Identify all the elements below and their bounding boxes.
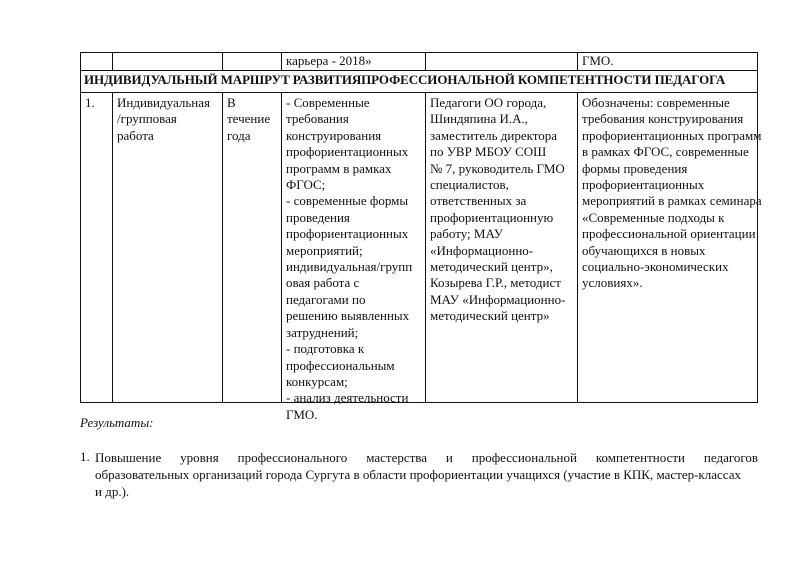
- text-line: года: [227, 127, 251, 143]
- text-line: и др.).: [95, 484, 130, 499]
- table-border: [80, 52, 81, 403]
- text-line: требования: [286, 111, 349, 127]
- table-border: [112, 52, 113, 70]
- cell-term: [227, 95, 270, 144]
- text-line: обучающихся в новых: [582, 242, 706, 258]
- text-line: /групповая: [117, 111, 177, 127]
- text-line: методический центр»: [430, 308, 550, 324]
- table-border: [577, 92, 578, 402]
- text-line: в рамках ФГОС, современные: [582, 144, 749, 160]
- text-line: № 7, руководитель ГМО: [430, 160, 565, 176]
- text-line: - Современные: [286, 95, 370, 110]
- table-border: [222, 52, 223, 70]
- text-line: педагогами по: [286, 291, 366, 307]
- table-border: [112, 92, 113, 402]
- prev-row-result: ГМО.: [582, 53, 614, 68]
- text-line: МАУ «Информационно-: [430, 291, 566, 307]
- text-line: по УВР МБОУ СОШ: [430, 144, 547, 160]
- text-line: конкурсам;: [286, 373, 348, 389]
- cell-result: [582, 95, 762, 292]
- table-border: [425, 92, 426, 402]
- text-line: течение: [227, 111, 271, 127]
- text-line: Индивидуальная: [117, 95, 210, 110]
- text-line: работа: [117, 127, 154, 143]
- text-line: ФГОС;: [286, 177, 326, 193]
- text-line: социально-экономических: [582, 259, 729, 275]
- text-line: Педагоги ОО города,: [430, 95, 547, 110]
- text-line: конструирования: [286, 127, 382, 143]
- text-line: профориентационную: [430, 209, 554, 225]
- text-line: профессиональным: [286, 357, 395, 373]
- text-line: требования конструирования: [582, 111, 744, 127]
- text-line: решению выявленных: [286, 308, 410, 324]
- cell-form: [117, 95, 210, 144]
- table-border: [80, 52, 758, 53]
- results-item-text: [95, 449, 758, 500]
- text-line: образовательных организаций города Сургута в области профориентации учащихся (участие в КПК, мастер-классах: [95, 467, 741, 482]
- text-line: Козырева Г.Р., методист: [430, 275, 561, 291]
- cell-content: [286, 95, 412, 423]
- table-border: [281, 92, 282, 402]
- text-line: Шиндяпина И.А.,: [430, 111, 529, 127]
- text-line: - анализ деятельности: [286, 390, 409, 406]
- prev-row-content: карьера - 2018»: [286, 53, 372, 68]
- text-line: условиях».: [582, 275, 643, 291]
- table-border: [425, 52, 426, 70]
- text-line: мероприятий;: [286, 242, 363, 258]
- activity-table: [80, 52, 762, 422]
- table-border: [281, 52, 282, 70]
- text-line: формы проведения: [582, 160, 688, 176]
- text-line: мероприятий в рамках семинара: [582, 193, 762, 209]
- text-line: овая работа с: [286, 275, 360, 291]
- text-line: - современные формы: [286, 193, 409, 209]
- cell-participants: [430, 95, 565, 325]
- text-line: «Информационно-: [430, 242, 534, 258]
- table-border: [577, 52, 578, 70]
- results-title: Результаты:: [80, 415, 154, 430]
- results-item-number: 1.: [80, 449, 90, 464]
- text-line: затруднений;: [286, 324, 359, 340]
- text-line: работу; МАУ: [430, 226, 503, 242]
- table-border: [80, 70, 758, 71]
- row-number: 1.: [85, 95, 95, 110]
- text-line: ответственных за: [430, 193, 527, 209]
- table-border: [80, 402, 758, 403]
- text-line: профориентационных: [582, 177, 705, 193]
- text-line: Обозначены: современные: [582, 95, 730, 110]
- text-line: проведения: [286, 209, 350, 225]
- text-line: профессиональной ориентации: [582, 226, 756, 242]
- text-line: индивидуальная/групп: [286, 259, 413, 275]
- text-line: программ в рамках: [286, 160, 392, 176]
- text-line: профориентационных: [286, 226, 409, 242]
- section-header: ИНДИВИДУАЛЬНЫЙ МАРШРУТ РАЗВИТИЯПРОФЕССИОНАЛЬНОЙ КОМПЕТЕНТНОСТИ ПЕДАГОГА: [84, 72, 726, 87]
- table-border: [80, 92, 758, 93]
- text-line: профориентационных: [286, 144, 409, 160]
- text-line: ГМО.: [286, 406, 318, 422]
- table-border: [222, 92, 223, 402]
- text-line: специалистов,: [430, 177, 509, 193]
- text-line: В: [227, 95, 236, 110]
- text-line: профориентационных программ: [582, 127, 762, 143]
- text-line: Повышение уровня профессионального мастерства и профессиональной компетентности педагогов: [95, 450, 758, 465]
- text-line: - подготовка к: [286, 341, 365, 357]
- text-line: «Современные подходы к: [582, 209, 725, 225]
- text-line: методический центр»,: [430, 259, 553, 275]
- text-line: заместитель директора: [430, 127, 558, 143]
